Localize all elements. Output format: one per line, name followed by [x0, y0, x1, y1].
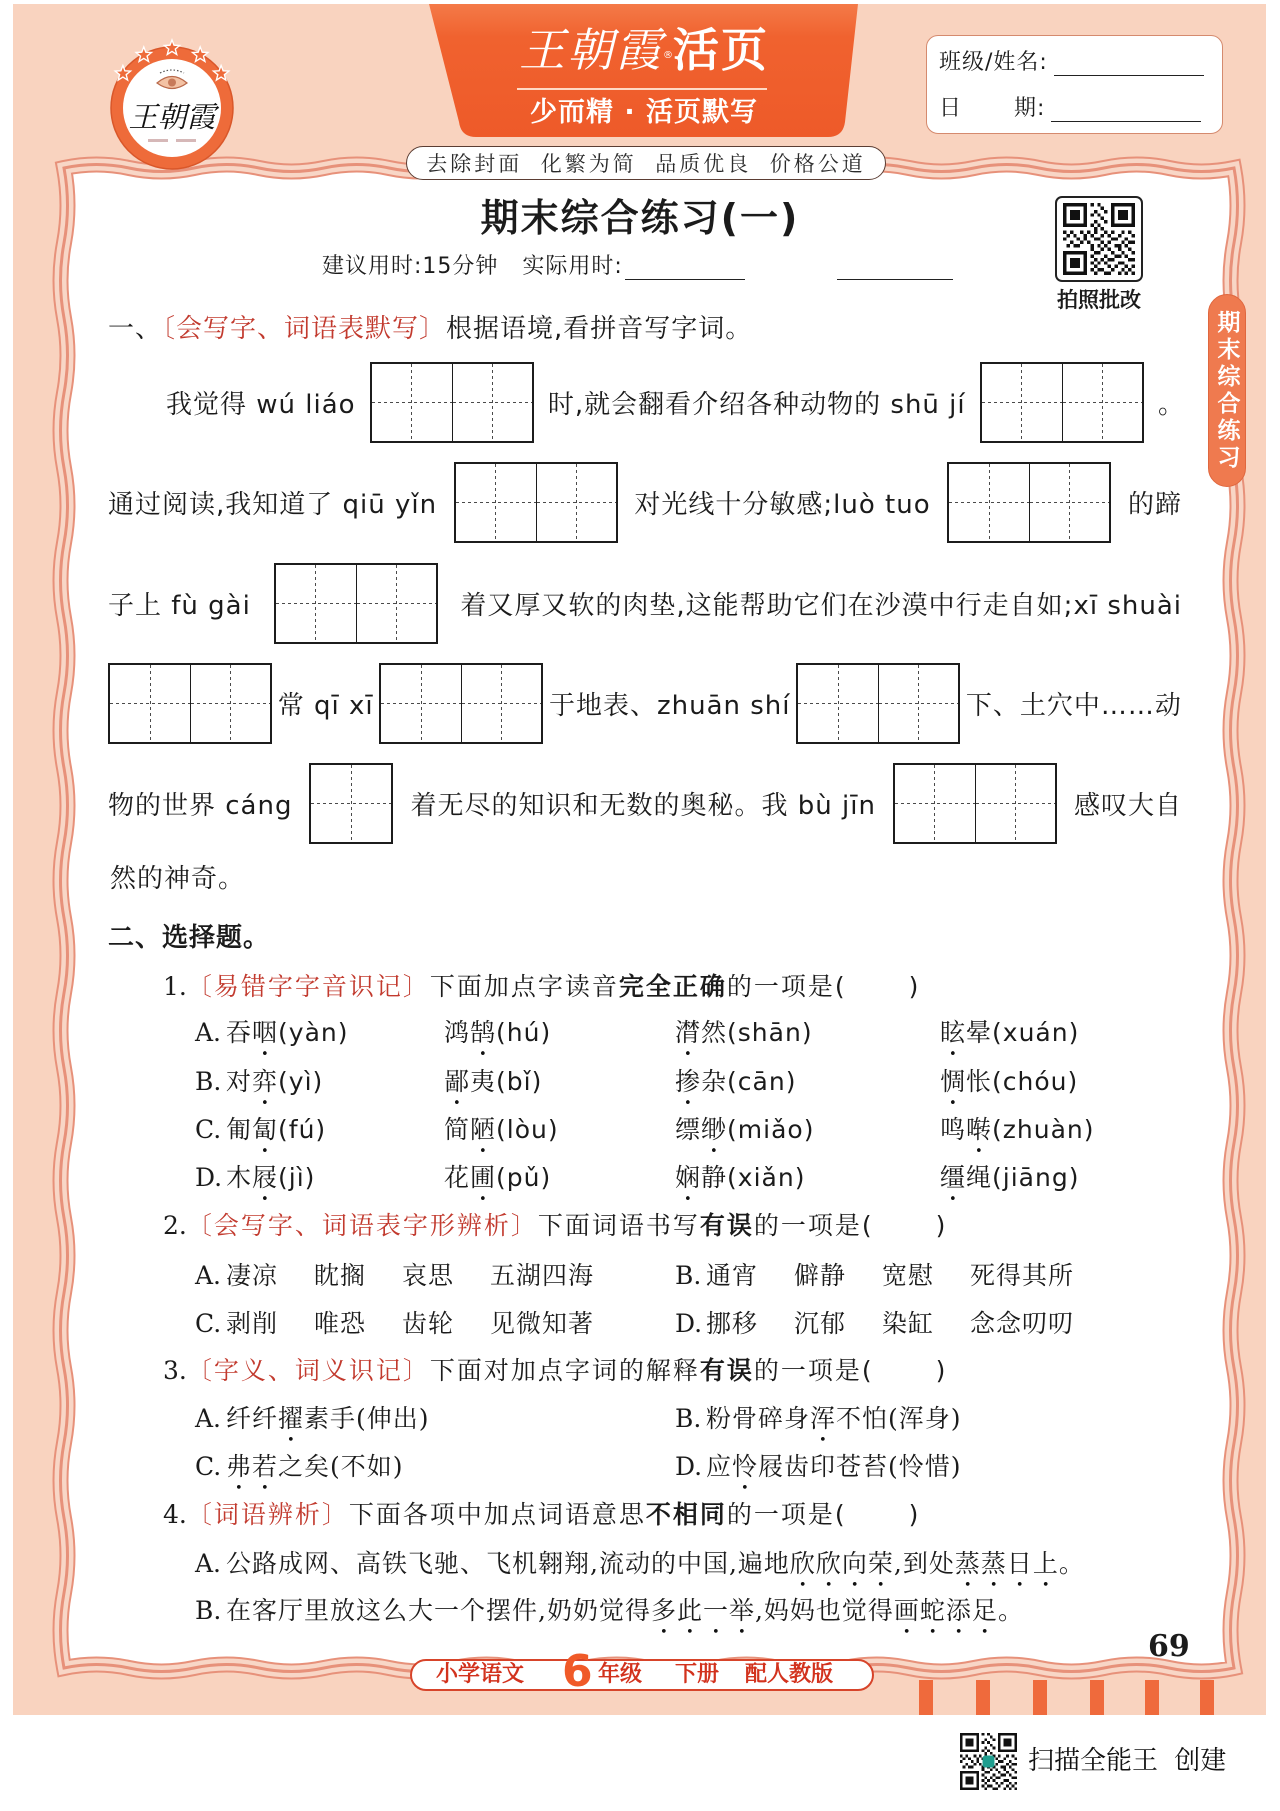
option-label: A.	[195, 1549, 222, 1578]
decorative-stripe	[1145, 1680, 1159, 1715]
option-row-cd	[195, 1308, 1195, 1340]
date-field[interactable]	[1051, 98, 1201, 122]
pinyin: (chóu)	[992, 1067, 1079, 1096]
grid-cell[interactable]	[381, 665, 461, 742]
stem-emphasis: 有误	[699, 1356, 754, 1385]
grid-cell[interactable]	[190, 665, 270, 742]
stem-text: 的一项是(	[753, 1211, 874, 1240]
grid-cell[interactable]	[456, 464, 536, 541]
question-4-stem	[163, 1499, 920, 1531]
grid-cell[interactable]	[982, 364, 1062, 441]
word: 唯恐	[314, 1309, 367, 1338]
question-number: 2.	[163, 1211, 187, 1240]
grid-cell[interactable]	[276, 565, 356, 642]
stem-text: 下面加点字读音	[429, 972, 619, 1001]
pinyin: (jiāng)	[992, 1163, 1080, 1192]
stem-close: )	[935, 1356, 948, 1385]
option-row-cd	[195, 1451, 1195, 1483]
dotted-phrase: 蒸蒸日上	[954, 1549, 1059, 1578]
sentence-part: 公路成网、高铁飞驰、飞机翱翔,流动的中国,遍地	[226, 1549, 790, 1578]
pinyin: (yàn)	[278, 1018, 349, 1047]
word: 死得其所	[970, 1261, 1075, 1290]
answer-grid	[274, 563, 438, 644]
grid-cell[interactable]	[975, 765, 1055, 842]
student-info-box	[926, 35, 1223, 134]
option-label: D.	[675, 1309, 703, 1338]
date-label-left: 日	[939, 96, 963, 121]
phrase-part: 粉骨碎身	[706, 1404, 811, 1433]
actual-time-field-2[interactable]	[837, 256, 953, 280]
sentence-text: 。	[1157, 390, 1185, 420]
option-row-c	[195, 1114, 1195, 1146]
dotted-char: 掺	[675, 1067, 702, 1096]
option-item	[195, 1017, 349, 1062]
slogan-bar	[406, 146, 886, 180]
answer-blank[interactable]	[847, 975, 909, 995]
option-label: A.	[195, 1018, 222, 1047]
gloss: (伸出)	[356, 1404, 430, 1433]
pinyin: (lòu)	[496, 1115, 559, 1144]
word: 沉郁	[794, 1309, 847, 1338]
option-b	[675, 1260, 1074, 1292]
word-part: 静	[701, 1163, 728, 1192]
dotted-char: 鄙	[444, 1067, 471, 1096]
option-item	[444, 1114, 559, 1159]
pinyin: (cān)	[727, 1067, 797, 1096]
gloss: (怜惜)	[888, 1452, 962, 1481]
actual-time-field[interactable]	[625, 256, 745, 280]
sentence-part: ,到处	[893, 1549, 955, 1578]
word-part: 绳	[966, 1163, 993, 1192]
option-b	[195, 1595, 1195, 1627]
answer-grid	[309, 763, 393, 844]
sentence-text: 于地表、zhuān shí	[548, 691, 791, 721]
class-name-line	[939, 50, 1204, 76]
sentence-text: 着又厚又软的肉垫,这能帮助它们在沙漠中行走自如;xī shuài	[460, 591, 1182, 621]
grid-cell[interactable]	[452, 364, 532, 441]
grid-cell[interactable]	[895, 765, 975, 842]
option-item	[940, 1162, 1079, 1207]
footer-volume: 下册	[675, 1662, 720, 1687]
fill-row	[166, 362, 1185, 443]
pinyin: (xiǎn)	[727, 1163, 806, 1192]
answer-grid	[796, 663, 960, 744]
option-item	[675, 1114, 814, 1159]
option-label: C.	[195, 1452, 222, 1481]
registered-mark: ®	[663, 50, 673, 61]
question-number: 3.	[163, 1356, 187, 1385]
sentence-text: 常 qī xī	[277, 691, 374, 721]
footer-edition: 配人教版	[745, 1662, 834, 1687]
word-part: 木	[226, 1163, 253, 1192]
dotted-char: 屐	[252, 1163, 279, 1192]
date-line	[939, 96, 1201, 122]
option-row-a	[195, 1017, 1195, 1049]
word-part: 然	[701, 1018, 728, 1047]
sentence-text: 物的世界 cáng	[108, 791, 293, 821]
page-number: 69	[1148, 1629, 1190, 1664]
pinyin: (xuán)	[992, 1018, 1080, 1047]
stem-text: 的一项是(	[753, 1356, 874, 1385]
option-a	[195, 1548, 1195, 1580]
dotted-phrase: 画蛇添足	[893, 1596, 998, 1625]
word: 挪移	[706, 1309, 759, 1338]
pinyin: (shān)	[727, 1018, 813, 1047]
class-name-label: 班级/姓名:	[939, 50, 1048, 75]
pinyin: (hú)	[496, 1018, 552, 1047]
decorative-stripe	[919, 1680, 933, 1715]
word: 见微知著	[490, 1309, 595, 1338]
grid-cell[interactable]	[356, 565, 436, 642]
sentence-text: 我觉得 wú liáo	[166, 390, 356, 420]
answer-grid	[893, 763, 1057, 844]
section-instruction: 根据语境,看拼音写字词。	[446, 314, 753, 344]
section2-heading: 二、选择题。	[108, 923, 271, 953]
dotted-char: 弗若	[226, 1452, 279, 1481]
option-d	[675, 1451, 962, 1496]
date-label-right: 期:	[1014, 96, 1046, 121]
sentence-text: 对光线十分敏感;luò tuo	[634, 490, 931, 520]
question-tag: 〔词语辨析〕	[186, 1500, 349, 1529]
option-row-b	[195, 1066, 1195, 1098]
answer-blank[interactable]	[874, 1359, 936, 1379]
phrase-part: 不怕	[836, 1404, 889, 1433]
option-a	[195, 1260, 594, 1292]
answer-grid	[454, 462, 618, 543]
dotted-char: 潸	[675, 1018, 702, 1047]
question-number: 4.	[163, 1500, 187, 1529]
option-label: B.	[675, 1261, 702, 1290]
stem-emphasis: 有误	[699, 1211, 754, 1240]
word-part: 对	[226, 1067, 253, 1096]
pinyin: (jì)	[278, 1163, 316, 1192]
option-item	[195, 1114, 326, 1159]
fill-row	[108, 462, 1182, 543]
option-label: C.	[195, 1115, 222, 1144]
pinyin: (zhuàn)	[992, 1115, 1095, 1144]
option-label: B.	[195, 1067, 222, 1096]
sentence-part: 在客厅里放这么大一个摆件,奶奶觉得	[226, 1596, 651, 1625]
grid-cell[interactable]	[311, 765, 391, 842]
answer-grid	[108, 663, 272, 744]
pinyin: (fú)	[278, 1115, 327, 1144]
grid-cell[interactable]	[110, 665, 190, 742]
stem-text: 的一项是(	[726, 1500, 847, 1529]
dotted-phrase: 欣欣向荣	[789, 1549, 894, 1578]
phrase-part: 之矣	[278, 1452, 331, 1481]
logo-text: 王朝霞	[128, 100, 216, 134]
word: 染缸	[882, 1309, 935, 1338]
dotted-phrase: 多此一举	[650, 1596, 755, 1625]
stem-close: )	[935, 1211, 948, 1240]
decorative-stripe	[1090, 1680, 1104, 1715]
page-title: 期末综合练习(一)	[480, 196, 800, 240]
grid-cell[interactable]	[536, 464, 616, 541]
dotted-char: 怜	[732, 1452, 759, 1481]
word: 凄凉	[226, 1261, 279, 1290]
word: 剥削	[226, 1309, 279, 1338]
suggested-time: 建议用时:15分钟	[322, 254, 499, 279]
grid-cell[interactable]	[1029, 464, 1109, 541]
word: 五湖四海	[490, 1261, 595, 1290]
fill-row	[108, 563, 1182, 644]
option-c	[195, 1451, 404, 1496]
pinyin: (yì)	[278, 1067, 324, 1096]
gloss: (不如)	[330, 1452, 404, 1481]
question-tag: 〔会写字、词语表字形辨析〕	[186, 1211, 538, 1240]
watermark-app-name: 扫描全能王	[1028, 1746, 1159, 1776]
option-label: B.	[675, 1404, 702, 1433]
scanner-watermark	[1028, 1745, 1226, 1777]
stem-emphasis: 不相同	[645, 1500, 727, 1529]
word: 念念叨叨	[970, 1309, 1075, 1338]
option-item	[195, 1066, 323, 1111]
option-row-d	[195, 1162, 1195, 1194]
footer-subject: 小学语文	[436, 1662, 525, 1687]
sentence-text: 的蹄	[1127, 490, 1182, 520]
dotted-char: 眩	[940, 1018, 967, 1047]
option-label: B.	[195, 1596, 222, 1625]
question-1-stem	[163, 971, 920, 1003]
dotted-char: 缰	[940, 1163, 967, 1192]
option-b	[675, 1403, 962, 1448]
dotted-char: 啭	[966, 1115, 993, 1144]
word-part: 缥	[675, 1115, 702, 1144]
dotted-char: 陋	[470, 1115, 497, 1144]
question-tag: 〔字义、词义识记〕	[186, 1356, 430, 1385]
grid-cell[interactable]	[372, 364, 452, 441]
grid-cell[interactable]	[949, 464, 1029, 541]
dotted-char: 咽	[252, 1018, 279, 1047]
stem-text: 下面各项中加点词语意思	[348, 1500, 646, 1529]
answer-blank[interactable]	[847, 1503, 909, 1523]
class-name-field[interactable]	[1054, 52, 1204, 76]
word-part: 简	[444, 1115, 471, 1144]
word: 眈搁	[314, 1261, 367, 1290]
stem-text: 下面词语书写	[537, 1211, 700, 1240]
pinyin: (pǔ)	[496, 1163, 552, 1192]
watermark-qr-icon	[960, 1733, 1017, 1790]
option-item	[675, 1162, 805, 1207]
timing-line	[322, 254, 953, 280]
section1-heading	[108, 313, 752, 345]
decorative-stripe	[1033, 1680, 1047, 1715]
answer-grid	[379, 663, 543, 744]
banner-brand: 王朝霞	[519, 23, 663, 77]
option-label: D.	[195, 1163, 223, 1192]
option-label: D.	[675, 1452, 703, 1481]
answer-blank[interactable]	[874, 1214, 936, 1234]
sentence-text: 然的神奇。	[110, 864, 246, 894]
grid-cell[interactable]	[1062, 364, 1142, 441]
gloss: (浑身)	[888, 1404, 962, 1433]
sentence-part: 。	[1058, 1549, 1085, 1578]
word-part: 杂	[701, 1067, 728, 1096]
dotted-char: 娴	[675, 1163, 702, 1192]
qr-code-label: 拍照批改	[1057, 288, 1141, 312]
slogan-item: 品质优良	[655, 152, 752, 176]
option-item	[444, 1017, 551, 1062]
option-item	[444, 1162, 551, 1207]
question-2-stem	[163, 1210, 947, 1242]
option-item	[444, 1066, 542, 1111]
sentence-text: 通过阅读,我知道了 qiū yǐn	[108, 490, 438, 520]
option-label: A.	[195, 1261, 222, 1290]
word: 齿轮	[402, 1309, 455, 1338]
option-item	[940, 1114, 1095, 1159]
stem-text: 下面对加点字词的解释	[429, 1356, 700, 1385]
option-row-ab	[195, 1260, 1195, 1292]
section-number: 一、	[108, 314, 163, 344]
option-d	[675, 1308, 1074, 1340]
option-a	[195, 1403, 430, 1448]
footer-book-info	[410, 1646, 874, 1697]
option-label: A.	[195, 1404, 222, 1433]
fill-row	[108, 763, 1182, 844]
side-tab: 期末综合练习	[1208, 294, 1246, 487]
slogan-item: 去除封面	[426, 152, 523, 176]
grid-cell[interactable]	[461, 665, 541, 742]
dotted-char: 浑	[810, 1404, 837, 1433]
footer-grade-number: 6	[562, 1646, 593, 1697]
sentence-text: 子上 fù gài	[108, 591, 251, 621]
banner-divider	[517, 88, 767, 90]
dotted-char: 圃	[470, 1163, 497, 1192]
word-part: 鸿	[444, 1018, 471, 1047]
slogan-item: 化繁为简	[540, 152, 637, 176]
phrase-part: 应	[706, 1452, 733, 1481]
phrase-part: 屐齿印苍苔	[758, 1452, 889, 1481]
answer-grid	[370, 362, 534, 443]
option-label: C.	[195, 1309, 222, 1338]
option-item	[675, 1017, 813, 1062]
dotted-char: 惆	[940, 1067, 967, 1096]
word-part: 晕	[966, 1018, 993, 1047]
sentence-text: 着无尽的知识和无数的奥秘。我 bù jīn	[410, 791, 876, 821]
pinyin: (bǐ)	[496, 1067, 543, 1096]
banner-tagline: 少而精 · 活页默写	[529, 97, 759, 128]
slogan-item: 价格公道	[769, 152, 866, 176]
sentence-text: 时,就会翻看介绍各种动物的 shū jí	[547, 390, 966, 420]
word-part: 夷	[470, 1067, 497, 1096]
word: 通宵	[706, 1261, 759, 1290]
word-part: 吞	[226, 1018, 253, 1047]
decorative-stripe	[1200, 1680, 1214, 1715]
word-part: 花	[444, 1163, 471, 1192]
phrase-part: 纤纤	[226, 1404, 279, 1433]
decorative-stripe	[976, 1680, 990, 1715]
dotted-char: 鹄	[470, 1018, 497, 1047]
answer-grid	[980, 362, 1144, 443]
word-part: 匍	[226, 1115, 253, 1144]
question-3-stem	[163, 1355, 947, 1387]
stem-text: 的一项是(	[726, 972, 847, 1001]
sentence-text: 下、土穴中……动	[965, 691, 1182, 721]
footer-grade-label: 年级	[598, 1662, 643, 1687]
dotted-char: 擢	[278, 1404, 305, 1433]
fill-row	[108, 663, 1182, 744]
dotted-char: 弈	[252, 1067, 279, 1096]
grid-cell[interactable]	[798, 665, 878, 742]
stem-emphasis: 完全正确	[618, 972, 727, 1001]
dotted-char: 匐	[252, 1115, 279, 1144]
question-number: 1.	[163, 972, 187, 1001]
answer-grid	[947, 462, 1111, 543]
sentence-text: 感叹大自	[1073, 791, 1182, 821]
question-tag: 〔易错字字音识记〕	[186, 972, 430, 1001]
word: 宽慰	[882, 1261, 935, 1290]
option-row-ab	[195, 1403, 1195, 1435]
watermark-suffix: 创建	[1174, 1746, 1227, 1776]
word-part: 怅	[966, 1067, 993, 1096]
section-tag: 〔会写字、词语表默写〕	[162, 314, 447, 344]
banner-product: 活页	[673, 23, 769, 77]
pinyin: (miǎo)	[727, 1115, 815, 1144]
option-c	[195, 1308, 594, 1340]
stem-close: )	[908, 1500, 921, 1529]
grid-cell[interactable]	[878, 665, 958, 742]
option-item	[940, 1017, 1079, 1062]
sentence-part: 。	[997, 1596, 1024, 1625]
option-item	[940, 1066, 1078, 1111]
option-item	[675, 1066, 796, 1111]
actual-time-label: 实际用时:	[522, 254, 623, 279]
stem-close: )	[908, 972, 921, 1001]
banner-title	[431, 22, 857, 89]
word: 哀思	[402, 1261, 455, 1290]
sentence-part: ,妈妈也觉得	[754, 1596, 894, 1625]
word: 僻静	[794, 1261, 847, 1290]
word-part: 鸣	[940, 1115, 967, 1144]
phrase-part: 素手	[304, 1404, 357, 1433]
option-item	[195, 1162, 315, 1207]
dotted-char: 缈	[701, 1115, 728, 1144]
